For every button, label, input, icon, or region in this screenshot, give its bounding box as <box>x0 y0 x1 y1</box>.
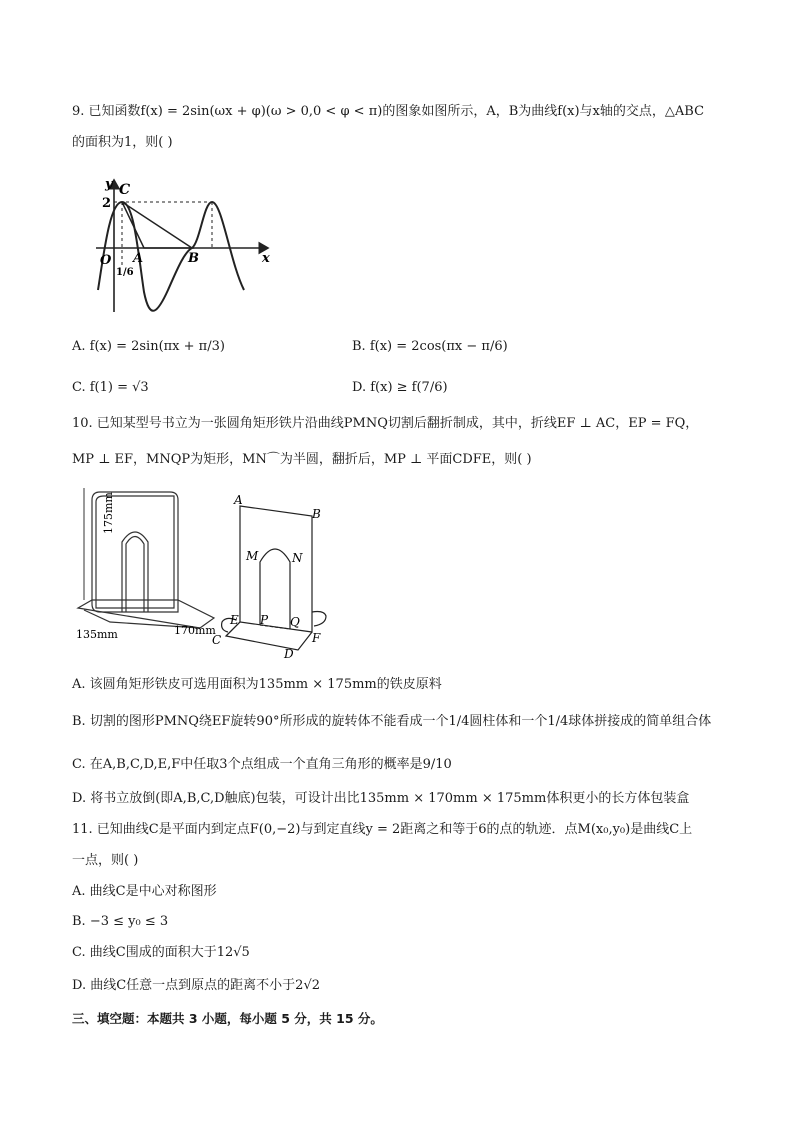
q10-option-a: A. 该圆角矩形铁皮可选用面积为135mm × 175mm的铁皮原料 <box>72 677 442 692</box>
q10-stem-line1: 10. 已知某型号书立为一张圆角矩形铁片沿曲线PMNQ切割后翻折制成，其中，折线EF ⊥ AC，EP = FQ， <box>72 416 699 431</box>
dim-170: 170mm <box>174 624 216 637</box>
pt-a: A <box>234 493 243 507</box>
q10-stem-line2: MP ⊥ EF，MNQP为矩形，MN⌒为半圆，翻折后，MP ⊥ 平面CDFE，则( ) <box>72 452 532 467</box>
q11-stem-line2: 一点，则( ) <box>72 853 139 868</box>
section-3-heading: 三、填空题：本题共 3 小题，每小题 5 分，共 15 分。 <box>72 1011 383 1026</box>
pt-b: B <box>312 507 321 521</box>
triangle-abc <box>122 202 192 248</box>
label-o: O <box>100 253 112 268</box>
pt-m: M <box>246 549 259 563</box>
label-y: y <box>105 177 113 192</box>
q10-option-c: C. 在A,B,C,D,E,F中任取3个点组成一个直角三角形的概率是9/10 <box>72 757 452 772</box>
q9-stem-line2: 的面积为1，则( ) <box>72 135 173 150</box>
q9-option-a: A. f(x) = 2sin(πx + π/3) <box>72 339 225 354</box>
pt-e: E <box>230 613 239 627</box>
label-b: B <box>188 251 199 266</box>
pt-f: F <box>312 631 321 645</box>
q11-option-d: D. 曲线C任意一点到原点的距离不小于2√2 <box>72 978 320 993</box>
pt-p: P <box>260 613 269 627</box>
q11-option-a: A. 曲线C是中心对称图形 <box>72 884 217 899</box>
label-a: A <box>133 251 144 266</box>
q10-option-d: D. 将书立放倒(即A,B,C,D触底)包装，可设计出比135mm × 170mm × 175mm体积更小的长方体包装盒 <box>72 791 690 806</box>
dim-175: 175mm <box>102 492 115 534</box>
q10-bookend-diagram <box>212 492 352 662</box>
pt-n: N <box>292 551 303 565</box>
q9-stem-line1: 9. 已知函数f(x) = 2sin(ωx + φ)(ω > 0,0 < φ < π)的图象如图所示，A，B为曲线f(x)与x轴的交点，△ABC <box>72 104 705 119</box>
q9-option-c: C. f(1) = √3 <box>72 380 149 395</box>
q11-option-b: B. −3 ≤ y₀ ≤ 3 <box>72 914 169 929</box>
q10-option-b: B. 切割的图形PMNQ绕EF旋转90°所形成的旋转体不能看成一个1/4圆柱体和一个1/4球体拼接成的简单组合体 <box>72 714 712 729</box>
label-one-sixth: 1/6 <box>116 267 134 278</box>
label-2: 2 <box>102 196 112 211</box>
pt-c: C <box>212 633 222 647</box>
q11-option-c: C. 曲线C围成的面积大于12√5 <box>72 945 250 960</box>
sine-curve <box>98 202 244 311</box>
pt-q: Q <box>290 615 300 629</box>
q9-option-d: D. f(x) ≥ f(7/6) <box>352 380 448 395</box>
q9-sine-graph <box>92 172 282 314</box>
pt-d: D <box>284 647 294 661</box>
label-x: x <box>262 251 270 266</box>
q11-stem-line1: 11. 已知曲线C是平面内到定点F(0,−2)与到定直线y = 2距离之和等于6的点的轨迹．点M(x₀,y₀)是曲线C上 <box>72 822 693 837</box>
label-c: C <box>119 182 131 198</box>
q10-bookend-photo-sketch <box>70 482 230 642</box>
dim-135: 135mm <box>76 628 118 641</box>
q9-option-b: B. f(x) = 2cos(πx − π/6) <box>352 339 508 354</box>
